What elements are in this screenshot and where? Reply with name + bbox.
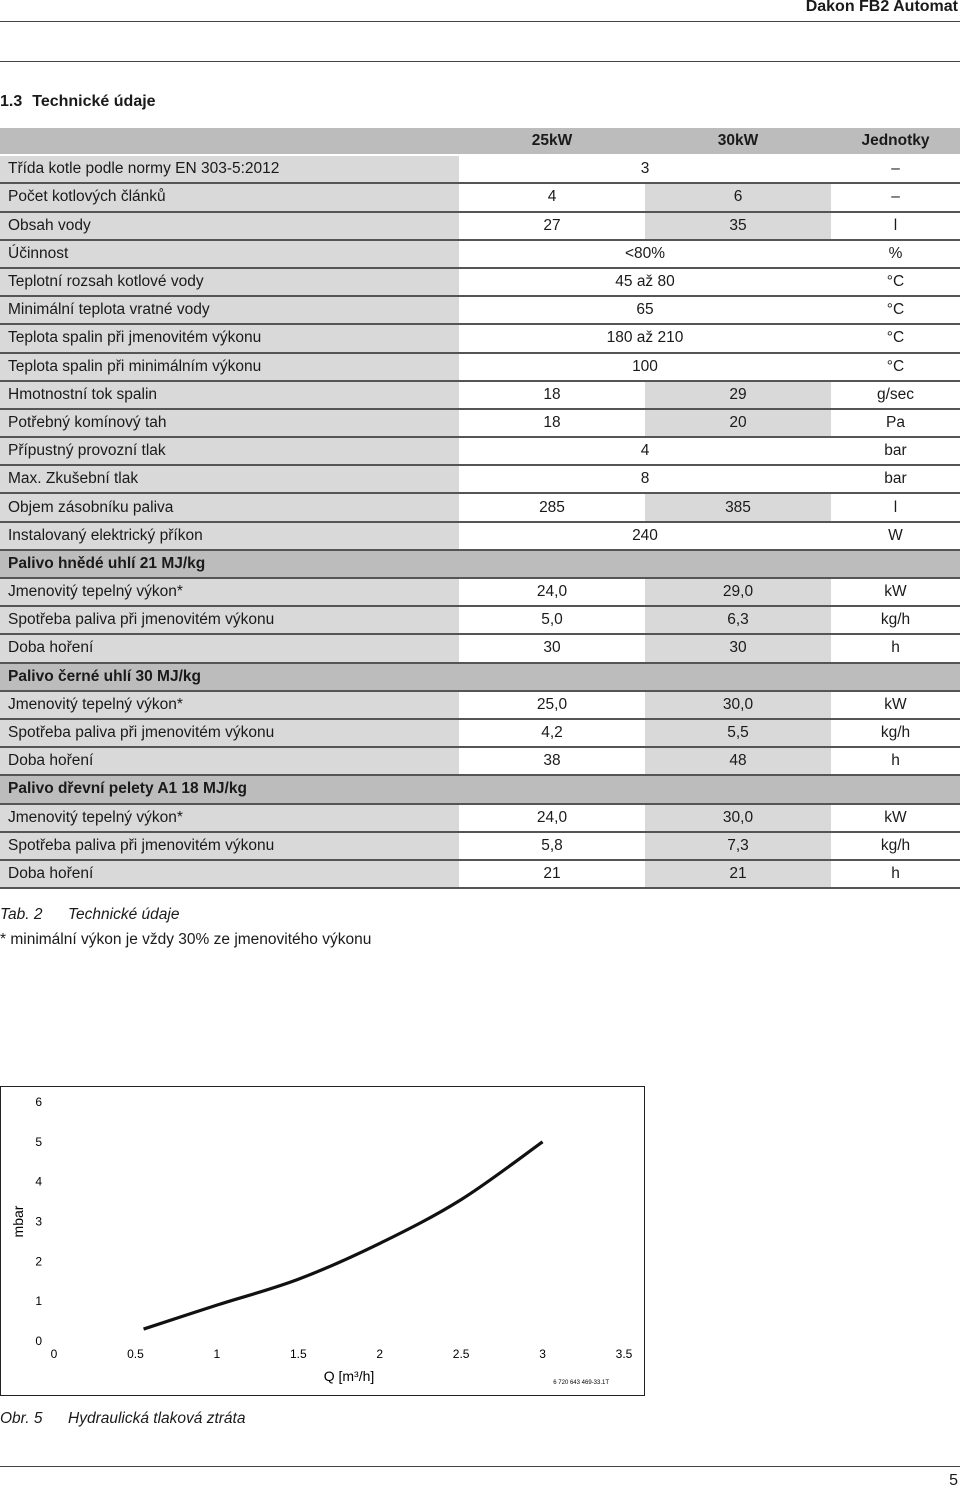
row-value-30kw: 30,0: [645, 691, 831, 719]
table-group-row: [0, 550, 960, 578]
row-label: Teplota spalin při minimálním výkonu: [0, 353, 459, 381]
x-tick-label: 3.5: [615, 1347, 633, 1361]
row-unit: °C: [831, 296, 960, 324]
table-caption-text: Technické údaje: [68, 906, 180, 923]
row-unit: kg/h: [831, 719, 960, 747]
row-unit: g/sec: [831, 381, 960, 409]
row-label: Účinnost: [0, 240, 459, 268]
table-row: [0, 353, 960, 381]
table-row: [0, 296, 960, 324]
chart-svg: [1, 1087, 646, 1397]
table-row: [0, 212, 960, 240]
row-unit: W: [831, 522, 960, 550]
page-number: 5: [949, 1472, 958, 1489]
figure-code: 6 720 643 469-33.1T: [553, 1380, 609, 1386]
group-label: Palivo dřevní pelety A1 18 MJ/kg: [0, 775, 960, 803]
row-value-30kw: 48: [645, 747, 831, 775]
row-unit: bar: [831, 465, 960, 493]
table-row: [0, 578, 960, 606]
row-value-25kw: 24,0: [459, 578, 645, 606]
y-tick-label: 4: [35, 1174, 42, 1189]
header-empty: [0, 128, 459, 155]
section-title: Technické údaje: [32, 93, 156, 110]
row-value-30kw: 21: [645, 860, 831, 888]
figure-caption-text: Hydraulická tlaková ztráta: [68, 1410, 246, 1427]
row-label: Jmenovitý tepelný výkon*: [0, 691, 459, 719]
y-tick-label: 3: [35, 1214, 42, 1229]
row-label: Teplota spalin při jmenovitém výkonu: [0, 324, 459, 352]
y-tick-label: 0: [35, 1334, 42, 1348]
table-header-row: [0, 128, 960, 155]
row-value-30kw: 35: [645, 212, 831, 240]
y-tick-label: 5: [35, 1134, 42, 1149]
table-row: [0, 606, 960, 634]
row-value-merged: 65: [459, 296, 831, 324]
table-row: [0, 437, 960, 465]
series-line: [144, 1142, 543, 1329]
x-tick-label: 1: [213, 1347, 221, 1361]
row-label: Jmenovitý tepelný výkon*: [0, 804, 459, 832]
table-row: [0, 832, 960, 860]
row-value-25kw: 18: [459, 381, 645, 409]
row-value-30kw: 29,0: [645, 578, 831, 606]
row-label: Spotřeba paliva při jmenovitém výkonu: [0, 832, 459, 860]
row-value-30kw: 7,3: [645, 832, 831, 860]
section-heading: [0, 93, 156, 111]
table-row: [0, 155, 960, 183]
row-label: Jmenovitý tepelný výkon*: [0, 578, 459, 606]
row-value-30kw: 6,3: [645, 606, 831, 634]
row-unit: °C: [831, 324, 960, 352]
row-value-30kw: 20: [645, 409, 831, 437]
pressure-loss-chart: [0, 1086, 645, 1396]
table-row: [0, 409, 960, 437]
row-value-merged: 4: [459, 437, 831, 465]
table-caption-label: Tab. 2: [0, 906, 43, 923]
x-tick-label: 0: [50, 1347, 58, 1361]
row-value-30kw: 29: [645, 381, 831, 409]
table-row: [0, 324, 960, 352]
table-row: [0, 804, 960, 832]
row-value-25kw: 5,8: [459, 832, 645, 860]
table-row: [0, 465, 960, 493]
group-label: Palivo černé uhlí 30 MJ/kg: [0, 663, 960, 691]
row-unit: –: [831, 155, 960, 183]
y-axis-label: mbar: [10, 1205, 26, 1238]
header-30kw: 30kW: [645, 128, 831, 155]
row-unit: bar: [831, 437, 960, 465]
row-value-merged: 100: [459, 353, 831, 381]
row-label: Doba hoření: [0, 860, 459, 888]
table-row: [0, 522, 960, 550]
document-title: Dakon FB2 Automat: [805, 0, 958, 15]
row-value-30kw: 6: [645, 183, 831, 211]
footnote: * minimální výkon je vždy 30% ze jmenovitého výkonu: [0, 931, 372, 948]
row-value-merged: <80%: [459, 240, 831, 268]
row-unit: kW: [831, 804, 960, 832]
row-unit: kW: [831, 578, 960, 606]
x-tick-label: 2: [376, 1347, 384, 1361]
row-unit: –: [831, 183, 960, 211]
row-value-25kw: 30: [459, 634, 645, 662]
table-row: [0, 381, 960, 409]
row-unit: h: [831, 634, 960, 662]
row-unit: Pa: [831, 409, 960, 437]
row-label: Minimální teplota vratné vody: [0, 296, 459, 324]
row-unit: l: [831, 493, 960, 521]
table-row: [0, 493, 960, 521]
row-unit: kg/h: [831, 606, 960, 634]
header-units: Jednotky: [831, 128, 960, 155]
row-label: Hmotnostní tok spalin: [0, 381, 459, 409]
row-unit: kW: [831, 691, 960, 719]
row-value-25kw: 25,0: [459, 691, 645, 719]
row-unit: l: [831, 212, 960, 240]
table-row: [0, 719, 960, 747]
x-tick-label: 2.5: [452, 1347, 470, 1361]
x-tick-label: 3: [539, 1347, 546, 1361]
table-row: [0, 634, 960, 662]
row-value-merged: 3: [459, 155, 831, 183]
technical-data-table: [0, 128, 960, 889]
row-value-30kw: 30: [645, 634, 831, 662]
row-value-25kw: 285: [459, 493, 645, 521]
row-value-30kw: 385: [645, 493, 831, 521]
row-label: Max. Zkušební tlak: [0, 465, 459, 493]
row-label: Teplotní rozsah kotlové vody: [0, 268, 459, 296]
table-group-row: [0, 663, 960, 691]
x-axis-label: Q [m³/h]: [323, 1368, 375, 1384]
row-label: Potřebný komínový tah: [0, 409, 459, 437]
row-value-25kw: 21: [459, 860, 645, 888]
table-row: [0, 183, 960, 211]
row-value-25kw: 5,0: [459, 606, 645, 634]
section-number: 1.3: [0, 93, 23, 110]
figure-caption: [0, 1410, 245, 1428]
row-label: Doba hoření: [0, 634, 459, 662]
row-label: Obsah vody: [0, 212, 459, 240]
row-label: Doba hoření: [0, 747, 459, 775]
table-group-row: [0, 775, 960, 803]
row-value-25kw: 18: [459, 409, 645, 437]
row-label: Spotřeba paliva při jmenovitém výkonu: [0, 606, 459, 634]
row-value-merged: 45 až 80: [459, 268, 831, 296]
header-rule: [0, 21, 960, 22]
row-label: Počet kotlových článků: [0, 183, 459, 211]
row-value-merged: 240: [459, 522, 831, 550]
row-value-25kw: 27: [459, 212, 645, 240]
table-row: [0, 691, 960, 719]
row-value-25kw: 4: [459, 183, 645, 211]
row-unit: °C: [831, 353, 960, 381]
table-row: [0, 747, 960, 775]
group-label: Palivo hnědé uhlí 21 MJ/kg: [0, 550, 960, 578]
row-value-merged: 8: [459, 465, 831, 493]
x-tick-label: 1.5: [289, 1347, 307, 1361]
row-unit: h: [831, 747, 960, 775]
row-label: Třída kotle podle normy EN 303-5:2012: [0, 155, 459, 183]
row-value-25kw: 38: [459, 747, 645, 775]
row-value-30kw: 30,0: [645, 804, 831, 832]
x-tick-label: 0.5: [127, 1347, 144, 1361]
row-label: Instalovaný elektrický příkon: [0, 522, 459, 550]
row-label: Přípustný provozní tlak: [0, 437, 459, 465]
footer-rule: [0, 1466, 960, 1467]
y-tick-label: 6: [35, 1095, 42, 1109]
row-unit: °C: [831, 268, 960, 296]
row-value-30kw: 5,5: [645, 719, 831, 747]
table-row: [0, 240, 960, 268]
row-value-merged: 180 až 210: [459, 324, 831, 352]
row-value-25kw: 4,2: [459, 719, 645, 747]
row-unit: %: [831, 240, 960, 268]
table-row: [0, 860, 960, 888]
table-caption: [0, 906, 179, 924]
figure-caption-label: Obr. 5: [0, 1410, 43, 1427]
header-rule-lower: [0, 61, 960, 62]
row-unit: kg/h: [831, 832, 960, 860]
table-row: [0, 268, 960, 296]
row-label: Objem zásobníku paliva: [0, 493, 459, 521]
row-label: Spotřeba paliva při jmenovitém výkonu: [0, 719, 459, 747]
row-unit: h: [831, 860, 960, 888]
header-25kw: 25kW: [459, 128, 645, 155]
y-tick-label: 2: [35, 1254, 42, 1269]
row-value-25kw: 24,0: [459, 804, 645, 832]
y-tick-label: 1: [35, 1294, 42, 1309]
